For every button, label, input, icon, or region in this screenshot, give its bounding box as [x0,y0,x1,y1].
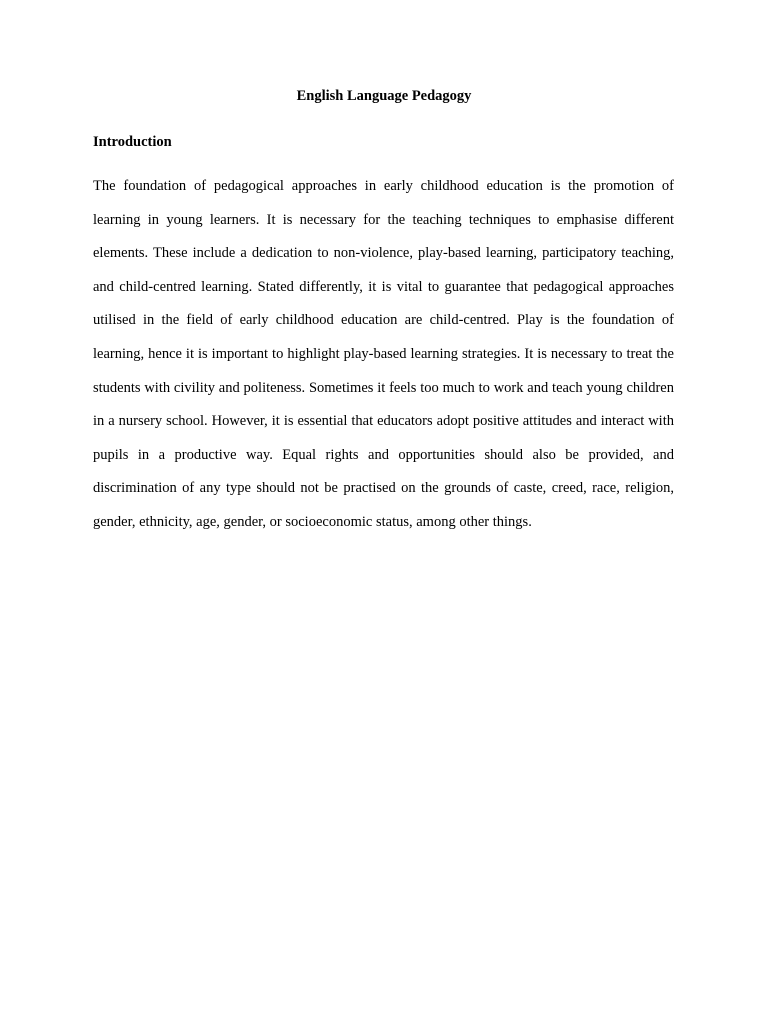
section-heading: Introduction [93,134,172,150]
body-paragraph: The foundation of pedagogical approaches in early childhood education is the promotion of learning in young learners. It is necessary for the teaching techniques to emphasise different elements. These include a dedication to non-violence, play-based learning, participatory teaching, and child-centred learning. Stated differently, it is vital to guarantee that pedagogical approaches utilised in the field of early childhood education are child-centred. Play is the foundation of learning, hence it is important to highlight play-based learning strategies. It is necessary to treat the students with civility and politeness. Sometimes it feels too much to work and teach young children in a nursery school. However, it is essential that educators adopt positive attitudes and interact with pupils in a productive way. Equal rights and opportunities should also be provided, and discrimination of any type should not be practised on the grounds of caste, creed, race, religion, gender, ethnicity, age, gender, or socioeconomic status, among other things. [93,178,674,530]
document-title: English Language Pedagogy [296,88,472,104]
